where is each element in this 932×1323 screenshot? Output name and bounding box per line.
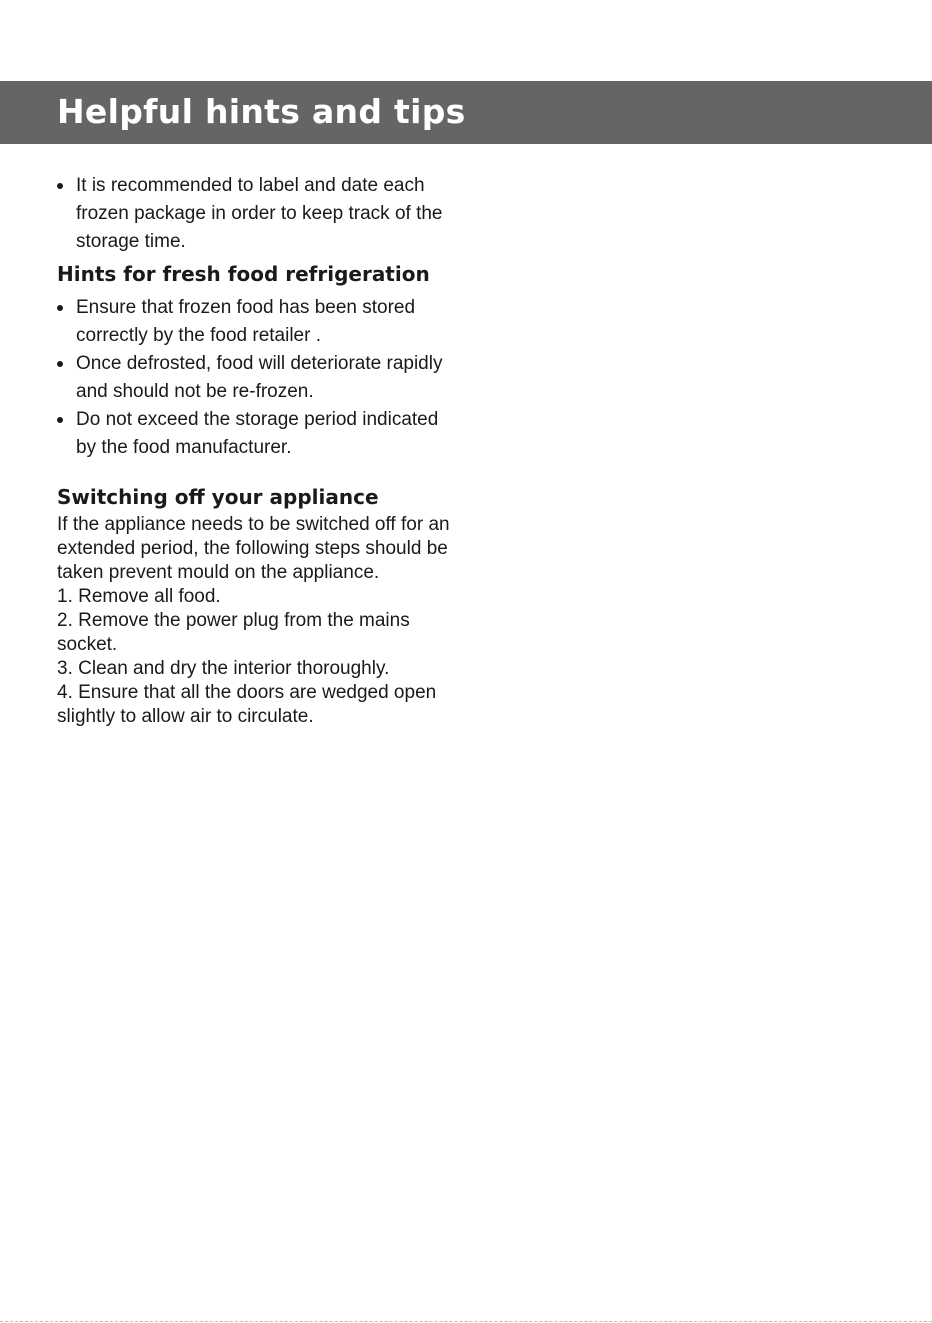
bullet-icon xyxy=(57,183,63,189)
list-item-text: It is recommended to label and date each frozen package in order to keep track of the storage time. xyxy=(76,175,443,252)
step-item: 1. Remove all food. xyxy=(57,586,221,607)
list-item-text: Ensure that frozen food has been stored correctly by the food retailer . xyxy=(76,297,416,346)
intro-bullet-list xyxy=(57,172,457,256)
list-item-text: Do not exceed the storage period indicated by the food manufacturer. xyxy=(76,409,439,458)
fresh-food-heading: Hints for fresh food refrigeration xyxy=(57,262,430,286)
page-bottom-divider xyxy=(0,1321,932,1322)
step-item: 3. Clean and dry the interior thoroughly. xyxy=(57,658,390,679)
switching-off-heading: Switching off your appliance xyxy=(57,485,379,509)
step-item: 2. Remove the power plug from the mains socket. xyxy=(57,610,410,655)
fresh-food-bullet-list xyxy=(57,294,457,462)
bullet-icon xyxy=(57,305,63,311)
list-item xyxy=(57,172,457,256)
bullet-icon xyxy=(57,417,63,423)
switching-off-steps xyxy=(57,585,457,729)
main-content xyxy=(57,172,457,729)
list-item xyxy=(57,406,457,462)
section-header-bar xyxy=(0,81,932,144)
list-item xyxy=(57,350,457,406)
list-item-text: Once defrosted, food will deteriorate rapidly and should not be re-frozen. xyxy=(76,353,443,402)
list-item xyxy=(57,294,457,350)
page-title: Helpful hints and tips xyxy=(57,92,466,131)
step-item: 4. Ensure that all the doors are wedged open slightly to allow air to circulate. xyxy=(57,682,437,727)
switching-off-paragraph: If the appliance needs to be switched off for an extended period, the following steps should be taken prevent mould on the appliance. xyxy=(57,514,450,583)
bullet-icon xyxy=(57,361,63,367)
